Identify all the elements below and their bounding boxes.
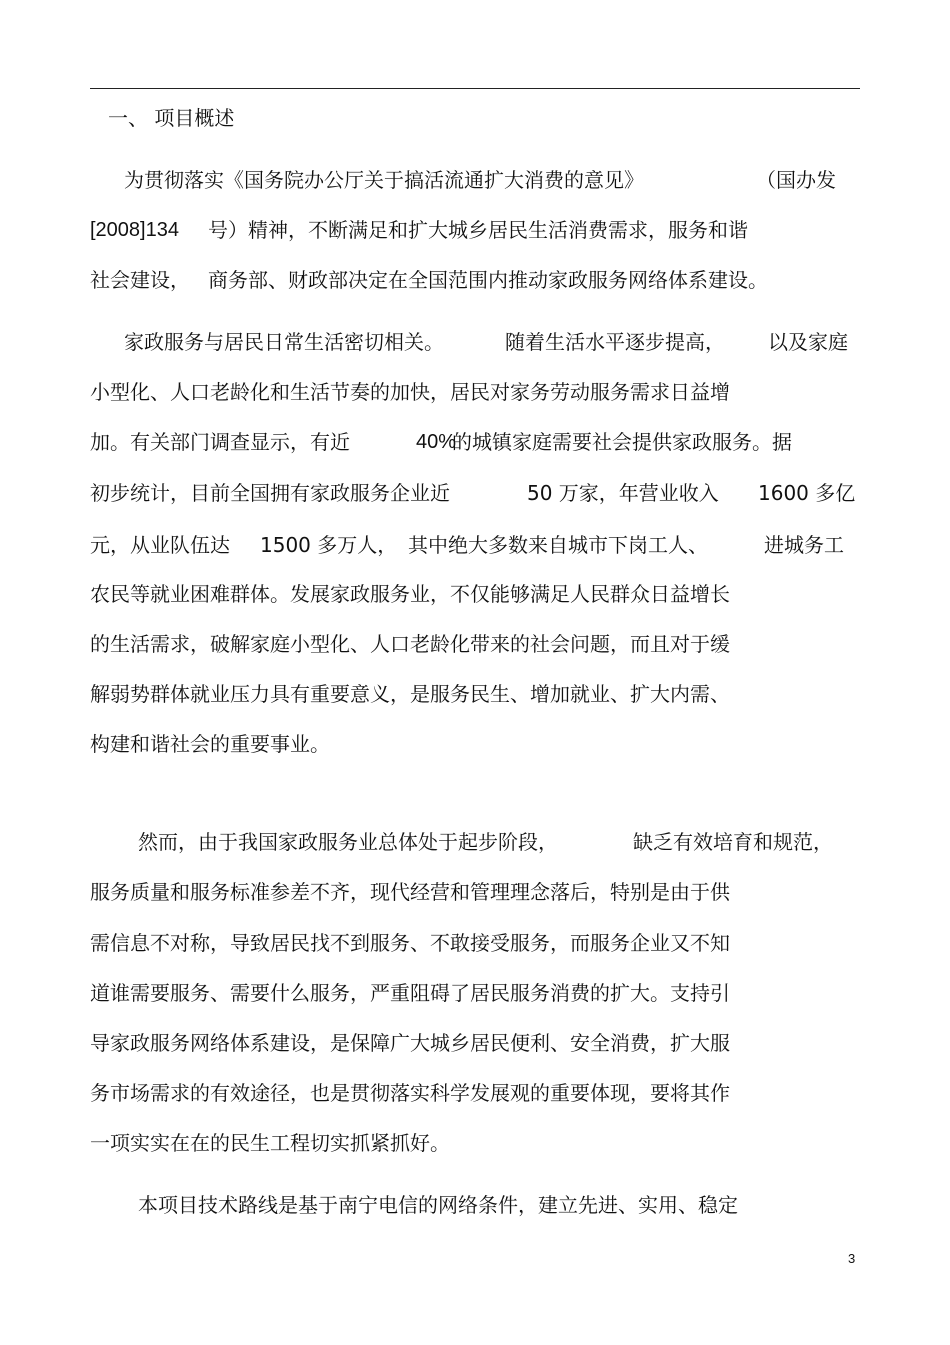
text-line: 需信息不对称，导致居民找不到服务、不敢接受服务，而服务企业又不知	[90, 931, 730, 955]
text-line: 家政服务与居民日常生活密切相关。	[124, 330, 444, 354]
page-number: 3	[848, 1251, 856, 1266]
section-heading: 一、 项目概述	[108, 106, 235, 130]
text-line: 1600 多亿	[758, 481, 856, 505]
text-line: 元，从业队伍达	[90, 533, 230, 557]
text-line: 道谁需要服务、需要什么服务，严重阻碍了居民服务消费的扩大。支持引	[90, 981, 730, 1005]
text-line: 社会建设，	[90, 268, 190, 292]
text-line: 服务质量和服务标准参差不齐，现代经营和管理理念落后，特别是由于供	[90, 880, 730, 904]
text-line: 其中绝大多数来自城市下岗工人、	[408, 533, 708, 557]
text-line: 农民等就业困难群体。发展家政服务业，不仅能够满足人民群众日益增长	[90, 582, 730, 606]
header-rule	[90, 88, 860, 89]
text-line: 40%	[416, 431, 457, 453]
text-line: 随着生活水平逐步提高，	[505, 330, 725, 354]
text-line: 解弱势群体就业压力具有重要意义，是服务民生、增加就业、扩大内需、	[90, 682, 730, 706]
text-line: 50 万家，年营业收入	[527, 481, 719, 505]
text-line: 的城镇家庭需要社会提供家政服务。据	[452, 430, 792, 454]
text-line: 务市场需求的有效途径，也是贯彻落实科学发展观的重要体现，要将其作	[90, 1081, 730, 1105]
text-line: 的生活需求，破解家庭小型化、人口老龄化带来的社会问题，而且对于缓	[90, 632, 730, 656]
text-line: [2008]134	[90, 219, 179, 241]
text-line: 初步统计，目前全国拥有家政服务企业近	[90, 481, 450, 505]
text-line: 导家政服务网络体系建设，是保障广大城乡居民便利、安全消费，扩大服	[90, 1031, 730, 1055]
text-line: 为贯彻落实《国务院办公厅关于搞活流通扩大消费的意见》	[124, 168, 644, 192]
text-line: 缺乏有效培育和规范，	[633, 830, 833, 854]
text-line: 进城务工	[764, 533, 844, 557]
text-line: （国办发	[756, 168, 836, 192]
text-line: 本项目技术路线是基于南宁电信的网络条件，建立先进、实用、稳定	[138, 1193, 738, 1217]
text-line: 一项实实在在的民生工程切实抓紧抓好。	[90, 1131, 450, 1155]
text-line: 然而，由于我国家政服务业总体处于起步阶段，	[138, 830, 558, 854]
text-line: 小型化、人口老龄化和生活节奏的加快，居民对家务劳动服务需求日益增	[90, 380, 730, 404]
text-line: 商务部、财政部决定在全国范围内推动家政服务网络体系建设。	[208, 268, 768, 292]
text-line: 构建和谐社会的重要事业。	[90, 732, 330, 756]
text-line: 号）精神，不断满足和扩大城乡居民生活消费需求，服务和谐	[208, 218, 748, 242]
text-line: 以及家庭	[768, 330, 848, 354]
text-line: 1500 多万人，	[260, 533, 398, 557]
text-line: 加。有关部门调查显示，有近	[90, 430, 350, 454]
